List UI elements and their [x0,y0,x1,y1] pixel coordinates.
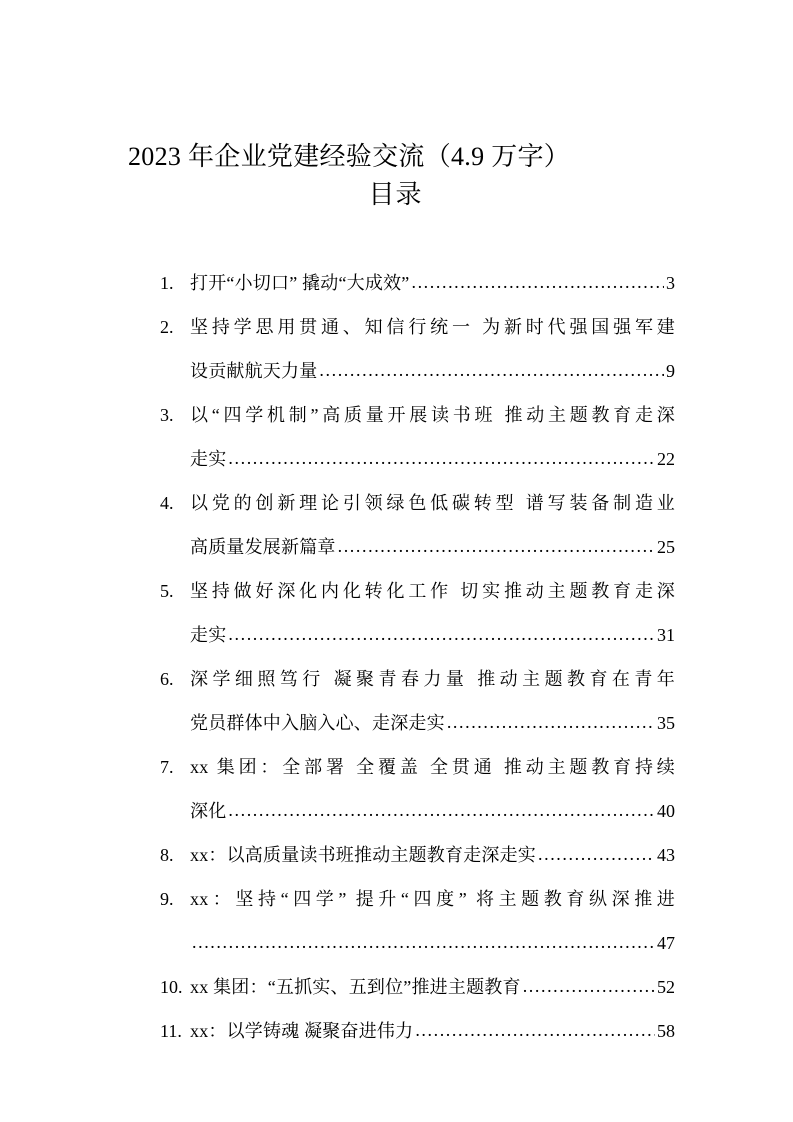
toc-leader-dots [447,700,655,744]
toc-entry[interactable] [160,393,675,481]
toc-entry-title: 坚持学思用贯通、知信行统一 为新时代强国强军建 [190,317,675,337]
toc-entry-line[interactable] [160,261,675,305]
toc-entry-line[interactable] [160,833,675,877]
toc-leader-dots [538,832,655,876]
toc-entry[interactable] [160,305,675,393]
toc-entry-line[interactable] [160,965,675,1009]
toc-leader-dots [338,524,655,568]
toc-page-number: 31 [657,625,675,645]
toc-entry-line[interactable] [160,877,675,921]
toc-entry[interactable] [160,833,675,877]
toc-entry-line[interactable] [160,305,675,349]
toc-entry-line[interactable] [160,569,675,613]
toc-entry-title: 深学细照笃行 凝聚青春力量 推动主题教育在青年 [190,669,675,689]
toc-entry[interactable] [160,481,675,569]
toc-entry-line[interactable] [160,481,675,525]
toc-entry-title: xx：以高质量读书班推动主题教育走深走实 [190,845,536,865]
table-of-contents-heading: 目录 [368,180,423,209]
toc-entry-number: 2. [160,317,174,337]
toc-entry[interactable] [160,745,675,833]
toc-page-number: 52 [657,977,675,997]
toc-entry-title: 深化 [190,801,227,821]
toc-page-number: 3 [666,273,675,293]
toc-leader-dots [228,788,655,832]
toc-entry-line[interactable] [160,789,675,833]
toc-entry-line[interactable] [160,701,675,745]
toc-leader-dots [415,1008,655,1052]
toc-entry-line[interactable] [160,1009,675,1053]
toc-leader-dots [228,612,655,656]
toc-page-number: 35 [657,713,675,733]
toc-entry-number: 9. [160,889,174,909]
toc-entry-title: 走实 [190,625,227,645]
toc-page-number: 47 [657,933,675,953]
toc-entry-number: 5. [160,581,174,601]
toc-entry[interactable] [160,569,675,657]
toc-entry-title: 以“四学机制”高质量开展读书班 推动主题教育走深 [190,405,675,425]
toc-entry-number: 7. [160,757,174,777]
toc-entry-number: 4. [160,493,174,513]
toc-entry-title: 党员群体中入脑入心、走深走实 [190,713,445,733]
toc-entry-number: 3. [160,405,174,425]
toc-entry-line[interactable] [160,525,675,569]
toc-page-number: 22 [657,449,675,469]
toc-entry-line[interactable] [160,921,675,965]
toc-leader-dots [228,436,655,480]
toc-entry-title: 打开“小切口” 撬动“大成效” [190,273,410,293]
table-of-contents [0,261,793,1053]
toc-page-number: 9 [666,361,675,381]
document-title: 2023 年企业党建经验交流（4.9 万字） [128,142,571,171]
toc-entry[interactable] [160,1009,675,1053]
toc-entry-line[interactable] [160,349,675,393]
toc-entry-title: 高质量发展新篇章 [190,537,336,557]
toc-entry-number: 1. [160,273,174,293]
toc-page-number: 40 [657,801,675,821]
toc-entry[interactable] [160,877,675,965]
toc-entry-title: xx：以学铸魂 凝聚奋进伟力 [190,1021,414,1041]
toc-leader-dots [192,920,655,964]
toc-entry-title: 坚持做好深化内化转化工作 切实推动主题教育走深 [190,581,675,601]
toc-entry-title: 设贡献航天力量 [190,361,318,381]
toc-entry-title: 以党的创新理论引领绿色低碳转型 谱写装备制造业 [190,493,675,513]
toc-entry-number: 11. [160,1021,182,1041]
toc-entry[interactable] [160,261,675,305]
toc-leader-dots [411,260,664,304]
toc-entry-line[interactable] [160,745,675,789]
toc-entry[interactable] [160,965,675,1009]
toc-leader-dots [523,964,655,1008]
toc-page-number: 58 [657,1021,675,1041]
toc-entry-line[interactable] [160,613,675,657]
title-block [0,138,793,214]
toc-entry-title: xx 集团：全部署 全覆盖 全贯通 推动主题教育持续 [190,757,675,777]
toc-entry[interactable] [160,657,675,745]
toc-entry-title: 走实 [190,449,227,469]
toc-entry-number: 8. [160,845,174,865]
toc-page-number: 43 [657,845,675,865]
toc-entry-number: 6. [160,669,174,689]
toc-entry-title: xx：坚持“四学” 提升“四度” 将主题教育纵深推进 [190,889,675,909]
toc-entry-line[interactable] [160,393,675,437]
toc-entry-title: xx 集团：“五抓实、五到位”推进主题教育 [190,977,521,997]
toc-entry-line[interactable] [160,657,675,701]
toc-entry-line[interactable] [160,437,675,481]
toc-entry-number: 10. [160,977,183,997]
toc-leader-dots [319,348,664,392]
toc-page-number: 25 [657,537,675,557]
